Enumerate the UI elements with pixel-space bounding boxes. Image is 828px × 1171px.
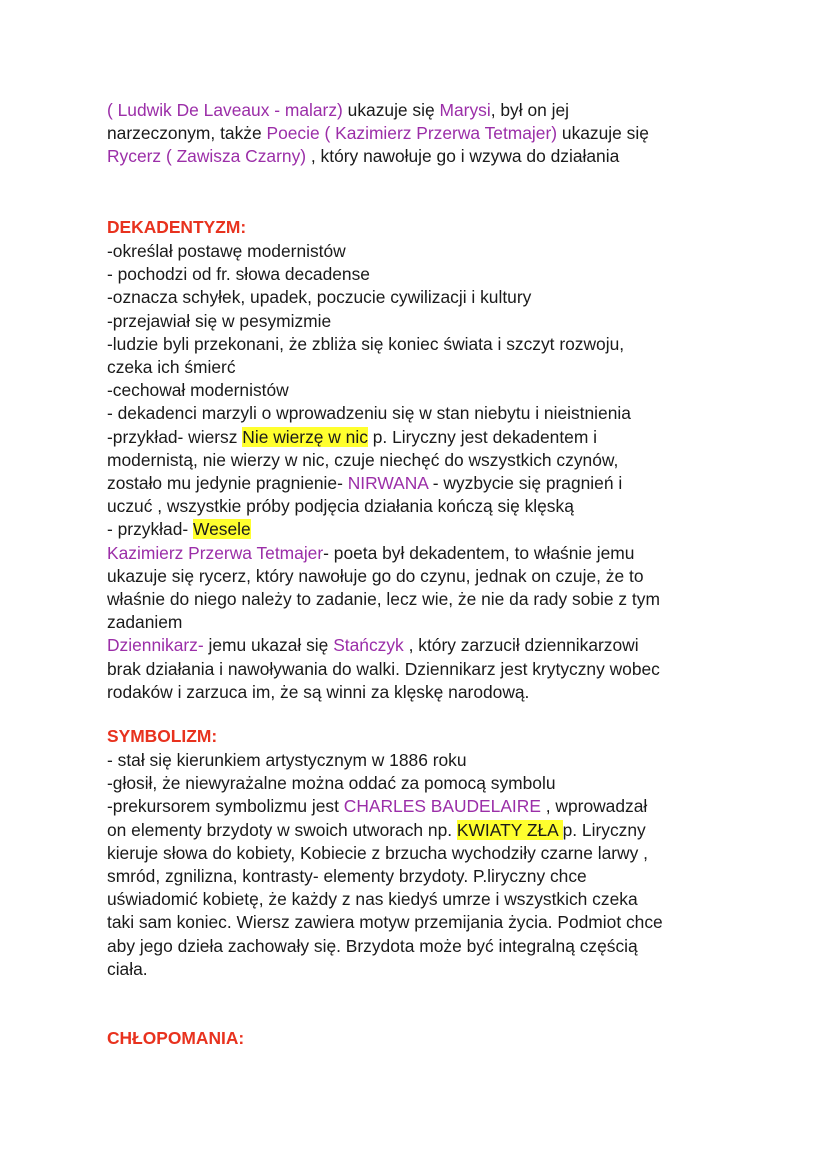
heading-symbolizm: SYMBOLIZM: <box>107 726 218 746</box>
text-line: czeka ich śmierć <box>107 357 236 378</box>
stanczyk-name: Stańczyk <box>333 635 404 656</box>
text-line: uczuć , wszystkie próby podjęcia działania kończą się klęską <box>107 496 574 517</box>
intro-paragraph <box>107 99 747 169</box>
text-line: uświadomić kobietę, że każdy z nas kiedyś umrze i wszystkich czeka <box>107 889 638 910</box>
knight-name: Rycerz ( Zawisza Czarny) <box>107 146 307 167</box>
heading-chlopomania: CHŁOPOMANIA: <box>107 1028 245 1048</box>
highlight-nie-wierze: Nie wierzę w nic <box>242 426 368 447</box>
text-line: - stał się kierunkiem artystycznym w 1886 roku <box>107 750 467 770</box>
text-line: on elementy brzydoty w swoich utworach np. KWIATY ZŁA p. Liryczny <box>107 819 646 840</box>
text-line: -przejawiał się w pesymizmie <box>107 310 332 331</box>
text-line: Dziennikarz- jemu ukazał się Stańczyk , który zarzucił dziennikarzowi <box>107 635 639 656</box>
text-line: taki sam koniec. Wiersz zawiera motyw przemijania życia. Podmiot chce <box>107 912 663 933</box>
highlight-kwiaty-zla: KWIATY ZŁA <box>456 819 563 840</box>
tetmajer-name: Kazimierz Przerwa Tetmajer <box>107 542 324 563</box>
symbolizm-body <box>107 749 747 981</box>
intro-line: Rycerz ( Zawisza Czarny) , który nawołuje go i wzywa do działania <box>107 146 620 167</box>
text-line: -prekursorem symbolizmu jest CHARLES BAUDELAIRE , wprowadzał <box>107 796 648 817</box>
text-line: -cechował modernistów <box>107 380 289 401</box>
dekadentyzm-body <box>107 240 747 704</box>
nirwana-term: NIRWANA <box>347 473 428 494</box>
text-line: -głosił, że niewyrażalne można oddać za pomocą symbolu <box>107 773 556 794</box>
painter-name: ( Ludwik De Laveaux - malarz) <box>107 100 343 120</box>
text-line: zadaniem <box>107 612 183 633</box>
text-line: - dekadenci marzyli o wprowadzeniu się w stan niebytu i nieistnienia <box>107 403 631 424</box>
poet-name: Poecie ( Kazimierz Przerwa Tetmajer) <box>266 123 558 144</box>
text-line: smród, zgnilizna, kontrasty- elementy brzydoty. P.liryczny chce <box>107 866 587 887</box>
text-line: modernistą, nie wierzy w nic, czuje niechęć do wszystkich czynów, <box>107 449 619 470</box>
text-line: właśnie do niego należy to zadanie, lecz wie, że nie da rady sobie z tym <box>107 589 660 610</box>
text-line: aby jego dzieła zachowały się. Brzydota może być integralną częścią <box>107 935 638 956</box>
intro-line: ( Ludwik De Laveaux - malarz) ukazuje się Marysi, był on jej <box>107 100 570 120</box>
marysia-name: Marysi <box>439 100 491 120</box>
text-line: -określał postawę modernistów <box>107 241 346 261</box>
text-line: brak działania i nawoływania do walki. Dziennikarz jest krytyczny wobec <box>107 658 660 679</box>
heading-dekadentyzm: DEKADENTYZM: <box>107 217 247 237</box>
text-line: kieruje słowa do kobiety, Kobiecie z brzucha wychodziły czarne larwy , <box>107 842 648 863</box>
text-line: rodaków i zarzuca im, że są winni za klęskę narodową. <box>107 681 530 702</box>
text-line: - pochodzi od fr. słowa decadense <box>107 264 370 285</box>
baudelaire-name: CHARLES BAUDELAIRE <box>343 796 541 817</box>
highlight-wesele: Wesele <box>193 519 251 540</box>
intro-line: narzeczonym, także Poecie ( Kazimierz Przerwa Tetmajer) ukazuje się <box>107 123 649 144</box>
text-line: -przykład- wiersz Nie wierzę w nic p. Liryczny jest dekadentem i <box>107 426 598 447</box>
text-line: ukazuje się rycerz, który nawołuje go do czynu, jednak on czuje, że to <box>107 565 644 586</box>
text-line: -ludzie byli przekonani, że zbliża się koniec świata i szczyt rozwoju, <box>107 333 625 354</box>
text-line: Kazimierz Przerwa Tetmajer- poeta był dekadentem, to właśnie jemu <box>107 542 635 563</box>
text-line: -oznacza schyłek, upadek, poczucie cywilizacji i kultury <box>107 287 532 308</box>
text-line: ciała. <box>107 958 148 979</box>
text-line: - przykład- Wesele <box>107 519 251 540</box>
text-line: zostało mu jedynie pragnienie- NIRWANA - wyzbycie się pragnień i <box>107 473 623 494</box>
dziennikarz-name: Dziennikarz- <box>107 635 204 656</box>
